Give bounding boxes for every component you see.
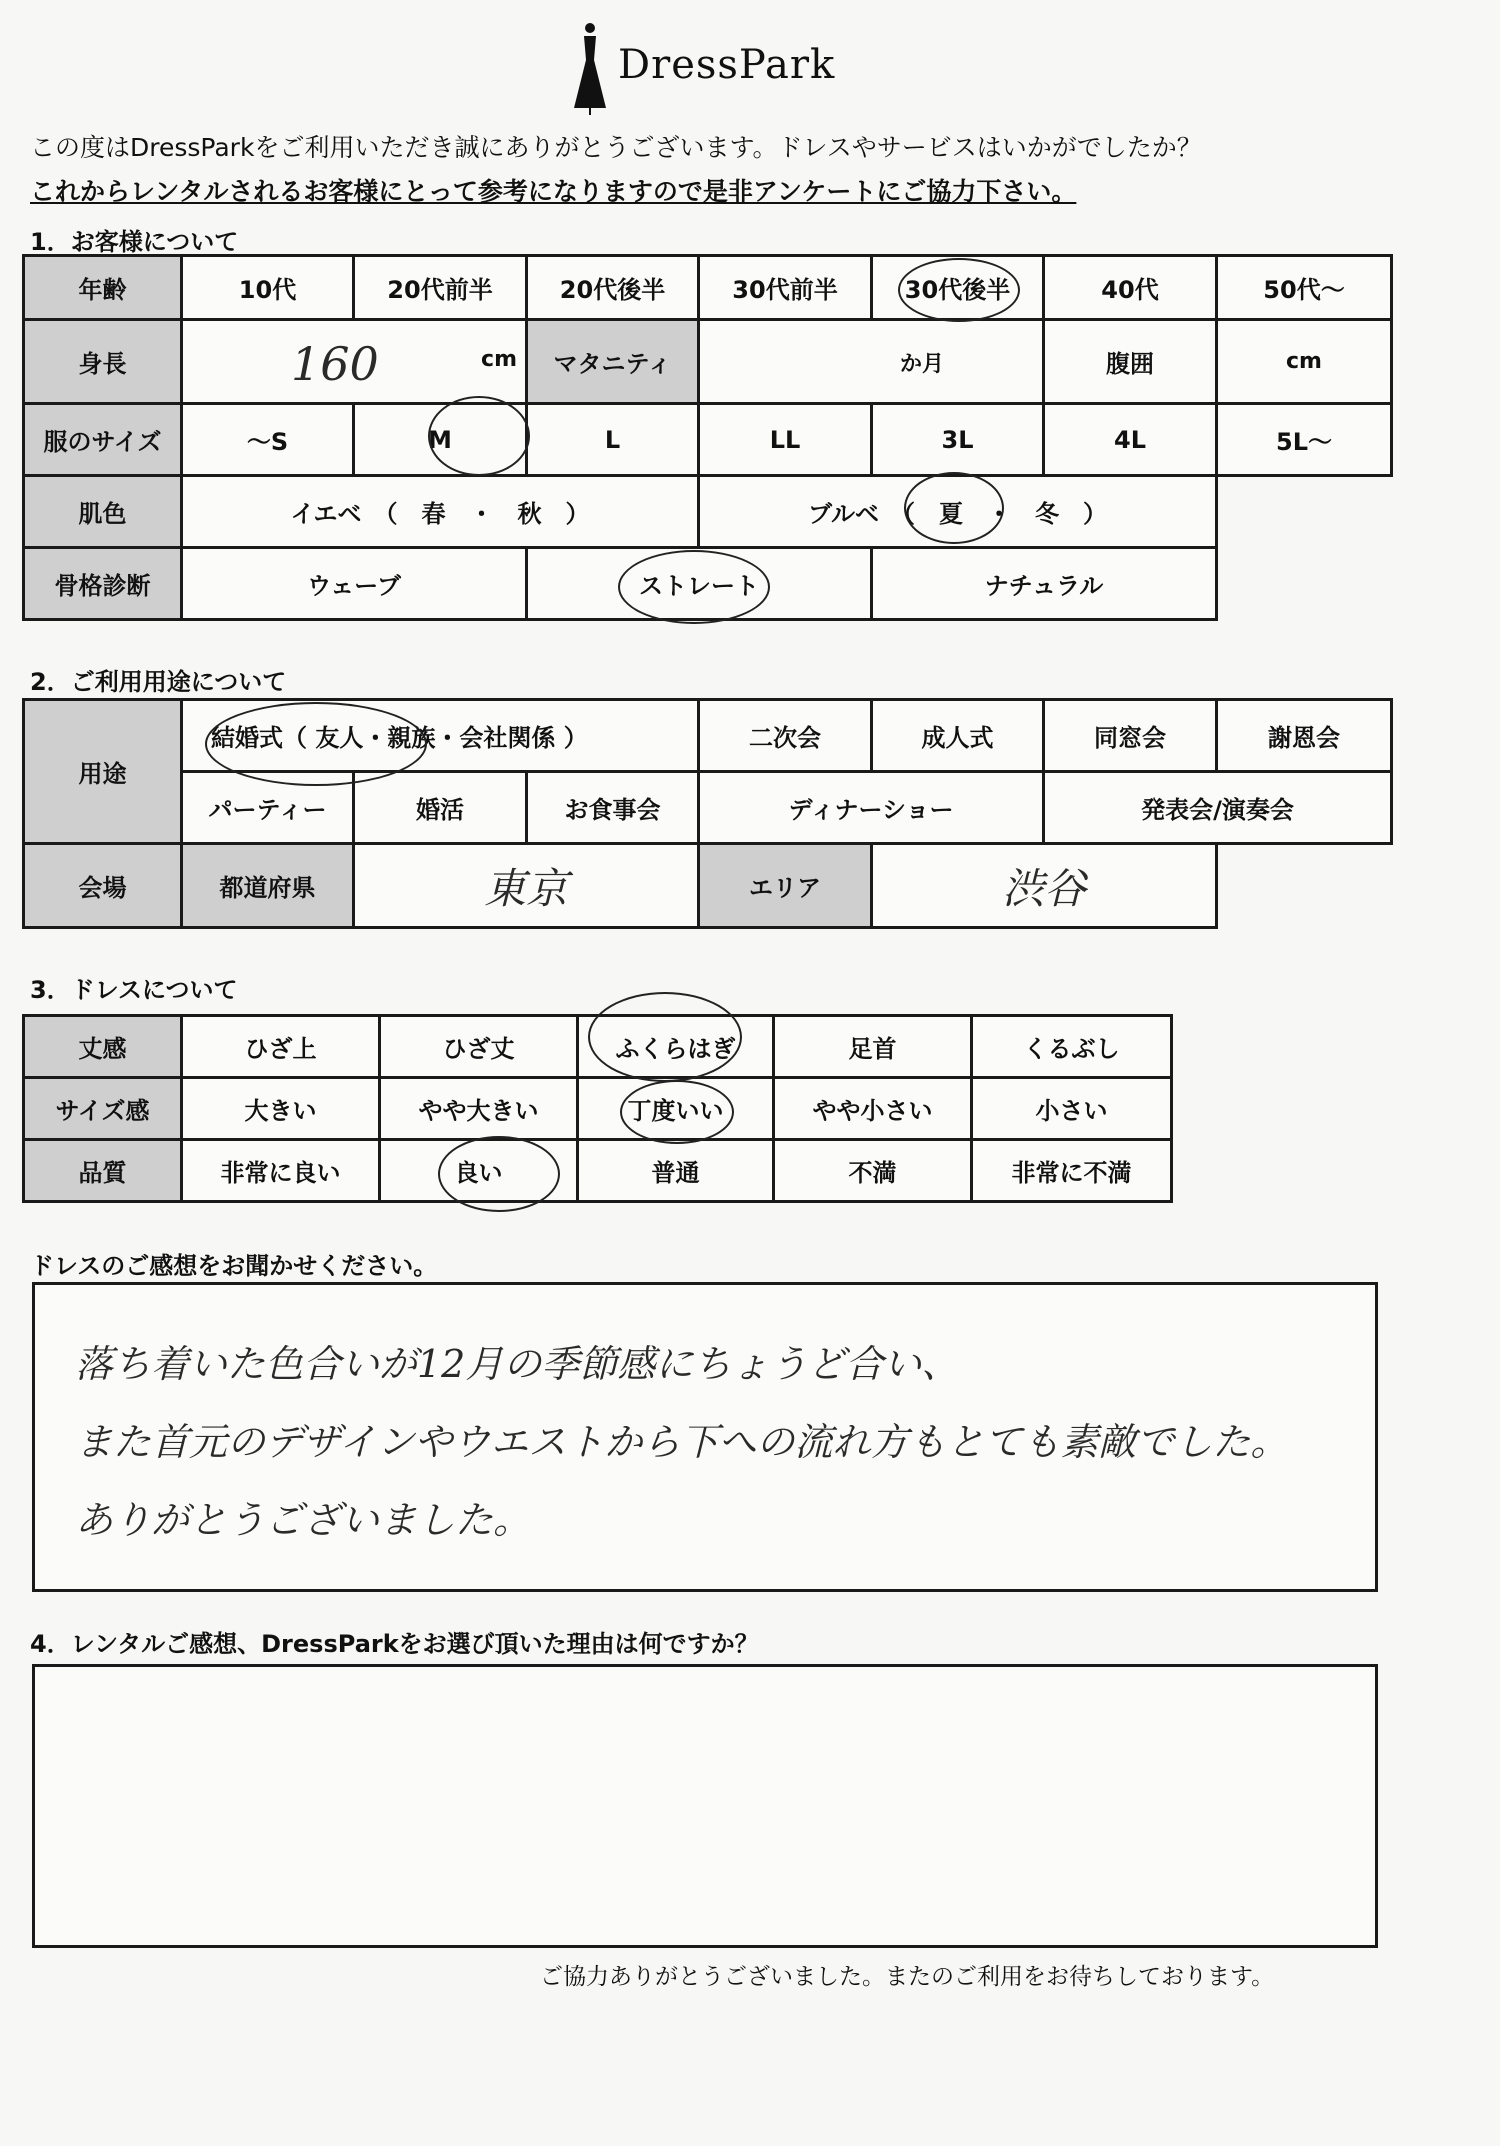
skin-row [24, 476, 1392, 548]
feedback-text [75, 1325, 1345, 1559]
closing-thanks: ご協力ありがとうございました。またのご利用をお待ちしております。 [540, 1964, 1275, 1990]
length-option[interactable]: ひざ上 [182, 1016, 380, 1078]
section4-title: 4．レンタルご感想、DressParkをお選び頂いた理由は何ですか？ [30, 1630, 759, 1658]
feedback-line: 落ち着いた色合いが12月の季節感にちょうど合い、 [75, 1342, 960, 1386]
size-label: 服のサイズ [24, 404, 182, 476]
area-label: エリア [699, 844, 872, 928]
length-option[interactable]: 足首 [774, 1016, 972, 1078]
age-option[interactable]: 30代前半 [699, 256, 872, 320]
fit-option[interactable]: 小さい [972, 1078, 1172, 1140]
age-option[interactable]: 20代前半 [354, 256, 527, 320]
size-option[interactable]: L [527, 404, 699, 476]
months-unit: か月 [900, 352, 945, 377]
prefecture-field[interactable] [354, 844, 699, 928]
purpose-option[interactable]: 謝恩会 [1217, 700, 1392, 772]
height-field[interactable] [182, 320, 527, 404]
quality-row [24, 1140, 1172, 1202]
height-unit: cm [481, 347, 517, 372]
maternity-field[interactable] [699, 320, 1044, 404]
quality-option[interactable]: 非常に不満 [972, 1140, 1172, 1202]
area-value: 渋谷 [1001, 863, 1086, 913]
purpose-option[interactable]: 婚活 [354, 772, 527, 844]
waist-label: 腹囲 [1044, 320, 1217, 404]
yellow-base-options[interactable]: イエベ （ 春 ・ 秋 ） [182, 476, 699, 548]
section1-title: 1．お客様について [30, 228, 239, 256]
dresspark-logo [570, 20, 930, 115]
age-label: 年齢 [24, 256, 182, 320]
feedback-textarea[interactable] [32, 1282, 1378, 1592]
section3-title: 3．ドレスについて [30, 976, 238, 1004]
wedding-option[interactable]: 結婚式（ 友人・親族・会社関係 ） [182, 700, 699, 772]
selection-circle [588, 992, 742, 1082]
selection-circle [205, 702, 427, 786]
purpose-option[interactable]: 発表会/演奏会 [1044, 772, 1392, 844]
venue-label: 会場 [24, 844, 182, 928]
length-label: 丈感 [24, 1016, 182, 1078]
size-option[interactable]: LL [699, 404, 872, 476]
selection-circle [618, 550, 770, 624]
length-option-selected[interactable]: ふくらはぎ [578, 1016, 774, 1078]
length-option[interactable]: くるぶし [972, 1016, 1172, 1078]
selection-circle [428, 396, 530, 476]
frame-option[interactable]: ナチュラル [872, 548, 1217, 620]
waist-field[interactable] [1217, 320, 1392, 404]
frame-option-selected[interactable]: ストレート [527, 548, 872, 620]
prefecture-label: 都道府県 [182, 844, 354, 928]
venue-row [24, 844, 1392, 928]
size-row [24, 404, 1392, 476]
dress-silhouette-icon [570, 20, 610, 115]
age-option[interactable]: 50代〜 [1217, 256, 1392, 320]
brand-name: DressPark [618, 42, 836, 88]
selection-circle [620, 1080, 734, 1144]
purpose-option[interactable]: 二次会 [699, 700, 872, 772]
size-option[interactable]: 4L [1044, 404, 1217, 476]
selection-circle [438, 1136, 560, 1212]
maternity-label: マタニティ [527, 320, 699, 404]
frame-label: 骨格診断 [24, 548, 182, 620]
selection-circle [904, 472, 1004, 544]
length-option[interactable]: ひざ丈 [380, 1016, 578, 1078]
feedback-title: ドレスのご感想をお聞かせください。 [30, 1252, 438, 1280]
blue-base-options[interactable]: ブルベ （ 夏 ・ 冬 ） [699, 476, 1217, 548]
height-label: 身長 [24, 320, 182, 404]
intro-greeting: この度はDressParkをご利用いただき誠にありがとうございます。ドレスやサービスはいかがでしたか？ [30, 133, 1202, 162]
size-option-selected[interactable]: M [354, 404, 527, 476]
age-option[interactable]: 20代後半 [527, 256, 699, 320]
fit-label: サイズ感 [24, 1078, 182, 1140]
selection-circle [898, 258, 1020, 322]
fit-row [24, 1078, 1172, 1140]
size-option[interactable]: 3L [872, 404, 1044, 476]
quality-option[interactable]: 普通 [578, 1140, 774, 1202]
quality-option[interactable]: 不満 [774, 1140, 972, 1202]
purpose-option[interactable]: ディナーショー [699, 772, 1044, 844]
fit-option[interactable]: 大きい [182, 1078, 380, 1140]
age-option-selected[interactable]: 30代後半 [872, 256, 1044, 320]
purpose-option[interactable]: パーティー [182, 772, 354, 844]
age-option[interactable]: 10代 [182, 256, 354, 320]
feedback-line: また首元のデザインやウエストから下への流れ方もとても素敵でした。 [75, 1420, 1289, 1464]
purpose-option[interactable]: 同窓会 [1044, 700, 1217, 772]
section2-title: 2．ご利用用途について [30, 668, 287, 696]
waist-unit: cm [1286, 349, 1322, 374]
height-value: 160 [291, 337, 379, 391]
age-row [24, 256, 1392, 320]
intro-request: これからレンタルされるお客様にとって参考になりますので是非アンケートにご協力下さい。 [30, 177, 1077, 206]
quality-option-selected[interactable]: 良い [380, 1140, 578, 1202]
fit-option[interactable]: やや大きい [380, 1078, 578, 1140]
fit-option-selected[interactable]: 丁度いい [578, 1078, 774, 1140]
age-option[interactable]: 40代 [1044, 256, 1217, 320]
reason-textarea[interactable] [32, 1664, 1378, 1948]
purpose-row-2 [24, 772, 1392, 844]
prefecture-value: 東京 [483, 863, 568, 913]
size-option[interactable]: 〜S [182, 404, 354, 476]
height-row [24, 320, 1392, 404]
purpose-option[interactable]: 成人式 [872, 700, 1044, 772]
fit-option[interactable]: やや小さい [774, 1078, 972, 1140]
feedback-line: ありがとうございました。 [75, 1498, 532, 1542]
quality-option[interactable]: 非常に良い [182, 1140, 380, 1202]
purpose-option[interactable]: お食事会 [527, 772, 699, 844]
purpose-label: 用途 [24, 700, 182, 844]
frame-option[interactable]: ウェーブ [182, 548, 527, 620]
skin-label: 肌色 [24, 476, 182, 548]
area-field[interactable] [872, 844, 1217, 928]
quality-label: 品質 [24, 1140, 182, 1202]
size-option[interactable]: 5L〜 [1217, 404, 1392, 476]
